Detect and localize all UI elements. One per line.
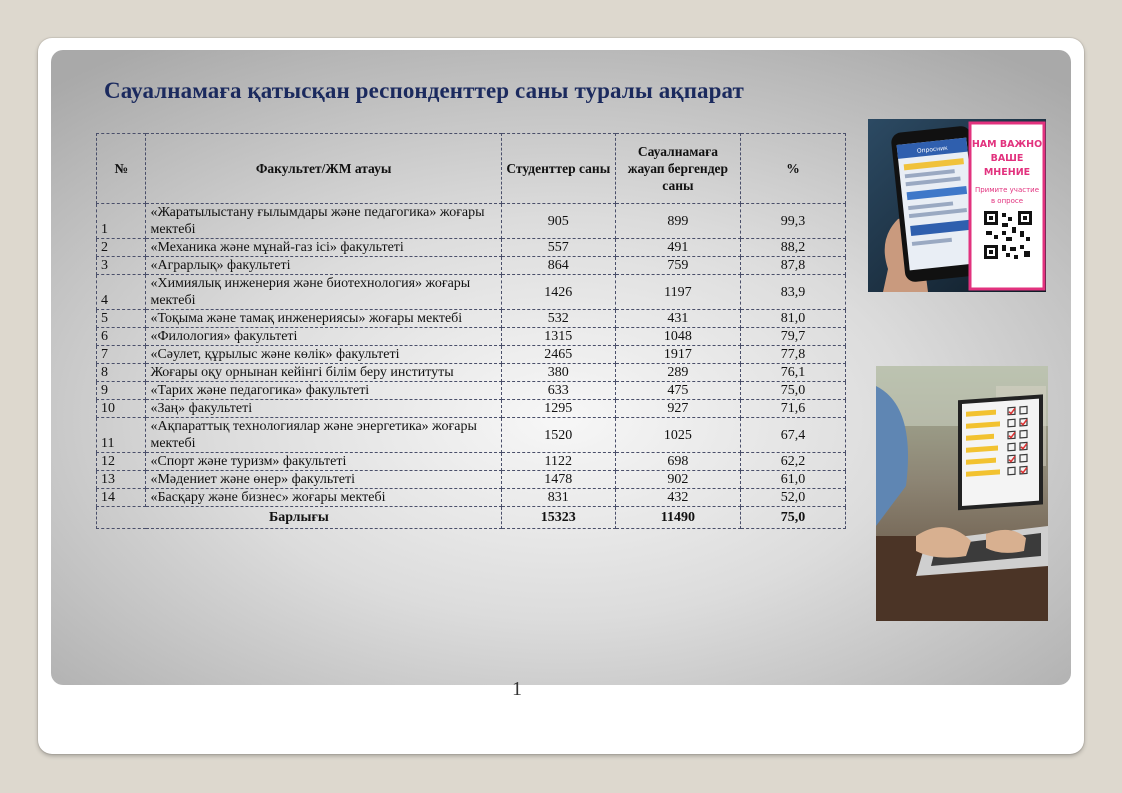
row-students: 864 [501, 257, 615, 275]
row-num: 6 [97, 328, 146, 346]
row-students: 1478 [501, 471, 615, 489]
laptop-survey-image [876, 366, 1048, 621]
row-answered: 475 [615, 382, 740, 400]
row-num: 2 [97, 239, 146, 257]
table-row [97, 204, 846, 239]
row-percent: 81,0 [740, 310, 845, 328]
row-percent: 83,9 [740, 275, 845, 310]
row-answered: 899 [615, 204, 740, 239]
phone-poster-illustration [868, 119, 1046, 292]
table-row [97, 257, 846, 275]
row-faculty-name: «Жаратылыстану ғылымдары және педагогика» жоғары мектебі [146, 204, 501, 239]
row-students: 1295 [501, 400, 615, 418]
row-answered: 432 [615, 489, 740, 507]
row-percent: 77,8 [740, 346, 845, 364]
row-percent: 79,7 [740, 328, 845, 346]
phone-survey-poster-image [868, 119, 1046, 292]
row-percent: 76,1 [740, 364, 845, 382]
table-row [97, 275, 846, 310]
row-percent: 87,8 [740, 257, 845, 275]
row-num: 3 [97, 257, 146, 275]
total-label: Барлығы [97, 507, 502, 529]
table-row [97, 346, 846, 364]
poster-line-3: МНЕНИЕ [983, 167, 1031, 178]
row-students: 1520 [501, 418, 615, 453]
row-answered: 1048 [615, 328, 740, 346]
poster-line-2: ВАШЕ [990, 153, 1024, 164]
page-number: 1 [512, 678, 522, 700]
row-percent: 71,6 [740, 400, 845, 418]
row-answered: 431 [615, 310, 740, 328]
row-percent: 61,0 [740, 471, 845, 489]
row-students: 1315 [501, 328, 615, 346]
row-students: 1122 [501, 453, 615, 471]
row-answered: 927 [615, 400, 740, 418]
table-row [97, 400, 846, 418]
row-num: 1 [97, 204, 146, 239]
row-num: 4 [97, 275, 146, 310]
table-row [97, 328, 846, 346]
row-num: 7 [97, 346, 146, 364]
qr-code-icon [984, 211, 1032, 259]
row-answered: 289 [615, 364, 740, 382]
table-row [97, 471, 846, 489]
row-answered: 1917 [615, 346, 740, 364]
table-row [97, 310, 846, 328]
row-faculty-name: «Тарих және педагогика» факультеті [146, 382, 501, 400]
row-answered: 1197 [615, 275, 740, 310]
poster-line-1: НАМ ВАЖНО [971, 139, 1043, 150]
total-students: 15323 [501, 507, 615, 529]
row-students: 532 [501, 310, 615, 328]
table-total-row [97, 507, 846, 529]
respondents-table [96, 133, 846, 529]
row-answered: 902 [615, 471, 740, 489]
row-percent: 99,3 [740, 204, 845, 239]
row-num: 9 [97, 382, 146, 400]
row-percent: 75,0 [740, 382, 845, 400]
row-faculty-name: «Спорт және туризм» факультеті [146, 453, 501, 471]
row-students: 633 [501, 382, 615, 400]
row-num: 5 [97, 310, 146, 328]
table-body [97, 204, 846, 507]
row-faculty-name: «Тоқыма және тамақ инженериясы» жоғары мектебі [146, 310, 501, 328]
row-faculty-name: «Сәулет, құрылыс және көлік» факультеті [146, 346, 501, 364]
poster-line-4: Примите участие [974, 186, 1040, 194]
row-num: 12 [97, 453, 146, 471]
table-row [97, 418, 846, 453]
row-faculty-name: «Аграрлық» факультеті [146, 257, 501, 275]
row-faculty-name: «Ақпараттық технологиялар және энергетика» жоғары мектебі [146, 418, 501, 453]
header-percent: % [740, 134, 845, 204]
row-students: 831 [501, 489, 615, 507]
table-row [97, 489, 846, 507]
row-faculty-name: «Филология» факультеті [146, 328, 501, 346]
total-percent: 75,0 [740, 507, 845, 529]
row-percent: 62,2 [740, 453, 845, 471]
header-students: Студенттер саны [501, 134, 615, 204]
row-faculty-name: «Химиялық инженерия және биотехнология» жоғары мектебі [146, 275, 501, 310]
phone-app-header: Опросник [916, 144, 949, 155]
row-faculty-name: «Заң» факультеті [146, 400, 501, 418]
row-percent: 67,4 [740, 418, 845, 453]
row-students: 2465 [501, 346, 615, 364]
row-faculty-name: «Басқару және бизнес» жоғары мектебі [146, 489, 501, 507]
row-percent: 88,2 [740, 239, 845, 257]
table-row [97, 239, 846, 257]
row-faculty-name: «Мәдениет және өнер» факультеті [146, 471, 501, 489]
row-students: 1426 [501, 275, 615, 310]
poster-line-5: в опросе [990, 197, 1024, 205]
row-answered: 1025 [615, 418, 740, 453]
row-num: 14 [97, 489, 146, 507]
row-answered: 491 [615, 239, 740, 257]
row-num: 10 [97, 400, 146, 418]
page-title: Сауалнамаға қатысқан респонденттер саны туралы ақпарат [104, 78, 744, 103]
row-answered: 759 [615, 257, 740, 275]
row-students: 905 [501, 204, 615, 239]
total-answered: 11490 [615, 507, 740, 529]
row-num: 11 [97, 418, 146, 453]
table-header-row [97, 134, 846, 204]
header-num: № [97, 134, 146, 204]
row-students: 557 [501, 239, 615, 257]
header-faculty-name: Факультет/ЖМ атауы [146, 134, 501, 204]
row-faculty-name: «Механика және мұнай-газ ісі» факультеті [146, 239, 501, 257]
row-percent: 52,0 [740, 489, 845, 507]
table-row [97, 364, 846, 382]
table-row [97, 382, 846, 400]
header-answered: Сауалнамаға жауап бергендер саны [615, 134, 740, 204]
row-num: 13 [97, 471, 146, 489]
table-row [97, 453, 846, 471]
row-num: 8 [97, 364, 146, 382]
row-students: 380 [501, 364, 615, 382]
row-answered: 698 [615, 453, 740, 471]
row-faculty-name: Жоғары оқу орнынан кейінгі білім беру институты [146, 364, 501, 382]
laptop-survey-illustration [876, 366, 1048, 621]
